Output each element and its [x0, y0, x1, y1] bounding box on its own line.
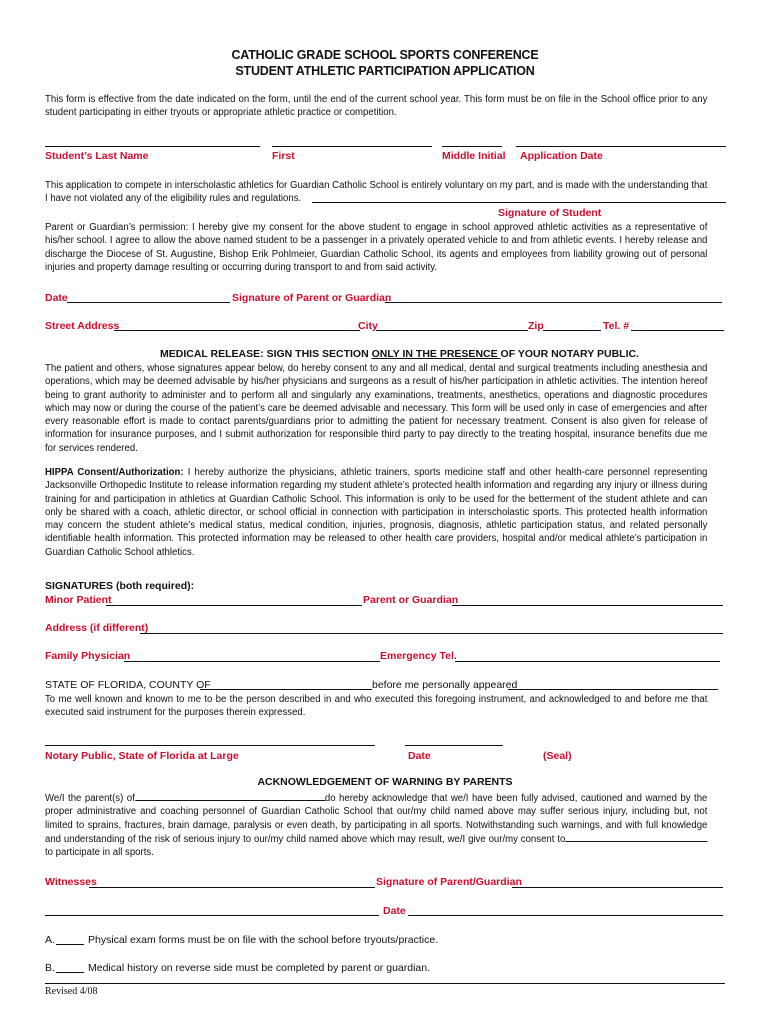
notary-date-line[interactable]: [405, 745, 503, 746]
signature-of-student-label: Signature of Student: [498, 207, 602, 219]
emergency-tel-label: Emergency Tel.: [380, 650, 457, 662]
revised-date: Revised 4/08: [45, 986, 98, 997]
form-title-line2: STUDENT ATHLETIC PARTICIPATION APPLICATION: [235, 64, 535, 78]
ack-date-label: Date: [383, 905, 406, 917]
ack-child-name-line[interactable]: [565, 832, 707, 842]
medical-heading-part3: OF YOUR NOTARY PUBLIC.: [500, 348, 639, 360]
footer-divider: [45, 983, 725, 984]
application-date-line[interactable]: [516, 146, 726, 147]
medical-release-heading: [160, 348, 639, 360]
minor-patient-line[interactable]: [106, 605, 362, 606]
application-date-label: Application Date: [520, 150, 603, 162]
witnesses-line[interactable]: [89, 887, 375, 888]
checklist-a-text: Physical exam forms must be on file with the school before tryouts/practice.: [88, 934, 439, 946]
city-label: City: [358, 320, 378, 332]
emergency-tel-line[interactable]: [455, 661, 720, 662]
street-address-line[interactable]: [114, 330, 360, 331]
voluntary-paragraph: This application to compete in interscholastic athletics for Guardian Catholic School is entirely voluntary on my part, and is made with the understanding that I have not violated any of the eligibility rules and regulations.: [45, 180, 708, 205]
parent-signature-label: Signature of Parent or Guardian: [232, 292, 392, 304]
checklist-a-blank[interactable]: [56, 944, 84, 945]
second-witness-line[interactable]: [45, 915, 379, 916]
state-county-label: STATE OF FLORIDA, COUNTY OF: [45, 679, 211, 691]
seal-label: (Seal): [543, 750, 572, 762]
middle-initial-line[interactable]: [442, 146, 502, 147]
intro-paragraph: This form is effective from the date indicated on the form, until the end of the current school year. This form must be on file in the School office prior to any student participating in either tryouts or appropriate athletic practice or competition.: [45, 94, 708, 119]
medical-release-paragraph: The patient and others, whose signatures appear below, do hereby consent to any and all medical, dental and surgical treatments including anesthesia and operations, which may be deemed advisable by his/her physicians and surgeons as a result of his/her participation in athletic activities. The intention hereof being to grant authority to administer and to perform all and singularly any examinations, treatments, anesthetics, operations and diagnostic procedures which may now or during the course of the patient’s care be deemed advisable and necessary. This form will be used only in case of emergencies and after every reasonable effort is made to contact parents/guardians prior to admitting the patient for necessary treatment. Consent is also given for release of information for insurance purposes, and I submit authorization for responsible third party to pay directly to the treating hospital, insurance benefits due me for services rendered.: [45, 363, 708, 454]
address-if-different-label: Address (if different): [45, 622, 149, 634]
ack-we-label: We/I the parent(s) of: [45, 793, 135, 804]
hippa-label: HIPPA Consent/Authorization:: [45, 467, 184, 478]
parent-signature-line[interactable]: [385, 302, 722, 303]
student-signature-line[interactable]: [312, 202, 726, 203]
checklist-b-text: Medical history on reverse side must be completed by parent or guardian.: [88, 962, 431, 974]
permission-paragraph: Parent or Guardian’s permission: I hereby give my consent for the above student to engage in school approved athletic activities as a representative of his/her school. I agree to allow the above named student to be a passenger in a privately operated vehicle to and from athletic events. I hereby release and discharge the Diocese of St. Augustine, Bishop Erik Pohlmeier, Guardian Catholic School, its agents and employees from liability growing out of personal injuries and property damage resulting or occurring during transport to and from said activity.: [45, 222, 708, 273]
signature-parent-guardian-line[interactable]: [512, 887, 723, 888]
acknowledgement-heading: ACKNOWLEDGEMENT OF WARNING BY PARENTS: [257, 776, 513, 788]
parent-guardian-sig-line[interactable]: [452, 605, 723, 606]
acknowledgement-paragraph: [45, 791, 707, 859]
last-name-label: Student’s Last Name: [45, 150, 149, 162]
notary-date-label: Date: [408, 750, 431, 762]
first-name-label: First: [272, 150, 295, 162]
before-me-label: before me personally appeared: [372, 679, 518, 691]
parent-guardian-sig-label: Parent or Guardian: [363, 594, 459, 606]
checklist-a-letter: A.: [45, 934, 55, 946]
form-title-line1: CATHOLIC GRADE SCHOOL SPORTS CONFERENCE: [231, 48, 539, 62]
ack-body-b: to participate in all sports.: [45, 847, 154, 859]
ack-date-line[interactable]: [408, 915, 723, 916]
notary-signature-line[interactable]: [45, 745, 375, 746]
signature-parent-guardian-label: Signature of Parent/Guardian: [376, 876, 522, 888]
witnesses-label: Witnesses: [45, 876, 97, 888]
checklist-b-letter: B.: [45, 962, 55, 974]
checklist-b-blank[interactable]: [56, 972, 84, 973]
street-address-label: Street Address: [45, 320, 120, 332]
last-name-line[interactable]: [45, 146, 260, 147]
zip-label: Zip: [528, 320, 544, 332]
notary-public-label: Notary Public, State of Florida at Large: [45, 750, 239, 762]
ack-body-a: do hereby acknowledge that we/I have been fully advised, cautioned and warned by the proper administrative and coaching personnel of Guardian Catholic School that our/my child named above may suffer serious injury, including but, not limited to sprains, fractures, brain damage, paralysis or even death, by participating in all sports. Notwithstanding such warnings, and with full knowledge and understanding of the risk of serious injury to our/my child named above which may result, we/I give our/my consent to: [45, 793, 708, 845]
minor-patient-label: Minor Patient: [45, 594, 112, 606]
tel-label: Tel. #: [603, 320, 630, 332]
tel-line[interactable]: [631, 330, 724, 331]
zip-line[interactable]: [543, 330, 601, 331]
signatures-heading: SIGNATURES (both required):: [45, 580, 195, 592]
hippa-paragraph: [45, 466, 707, 559]
city-line[interactable]: [376, 330, 528, 331]
ack-parent-name-line[interactable]: [135, 791, 325, 801]
parent-date-line[interactable]: [67, 302, 230, 303]
first-name-line[interactable]: [272, 146, 432, 147]
hippa-body: I hereby authorize the physicians, athletic trainers, sports medicine staff and other health-care personnel representing Jacksonville Orthopedic Institute to release information regarding my student athlete’s protected health information and regarding any injury or illness during training for and participation in athletics at Guardian Catholic School. This information is only to be used for the betterment of the student athlete and can only be shared with a coach, athletic director, or school official in connection with participation in interscholastic sports. This protected health information may concern the student athlete’s medical status, medical condition, injuries, prognosis, diagnosis, athletic participation status, and related personally identifiable health information. This protected information may be released to other health care providers, hospital and/or medical athlete’s participation in Guardian Catholic School athletics.: [45, 467, 708, 558]
parent-date-label: Date: [45, 292, 68, 304]
family-physician-line[interactable]: [124, 661, 380, 662]
county-line[interactable]: [200, 689, 372, 690]
address-if-different-line[interactable]: [140, 633, 723, 634]
middle-initial-label: Middle Initial: [442, 150, 506, 162]
medical-heading-part2: ONLY IN THE PRESENCE: [371, 348, 501, 360]
notary-known-paragraph: To me well known and known to me to be the person described in and who executed this foregoing instrument, and acknowledged to and before me that executed said instrument for the purposes therein expressed.: [45, 694, 708, 719]
medical-heading-part1: MEDICAL RELEASE: SIGN THIS SECTION: [160, 348, 372, 360]
appeared-name-line[interactable]: [508, 689, 718, 690]
family-physician-label: Family Physician: [45, 650, 131, 662]
